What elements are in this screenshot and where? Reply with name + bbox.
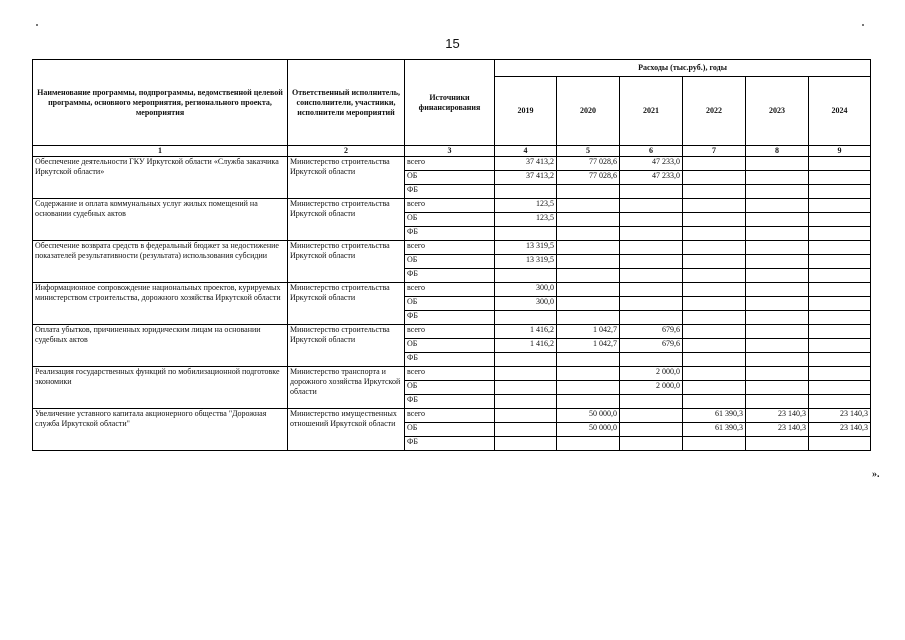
expense-value	[746, 339, 809, 353]
column-number: 5	[557, 146, 620, 157]
funding-source: ОБ	[405, 297, 495, 311]
executor-cell: Министерство строительства Иркутской области	[288, 283, 405, 325]
expense-value: 23 140,3	[809, 409, 871, 423]
expense-value: 2 000,0	[620, 367, 683, 381]
funding-source: ФБ	[405, 353, 495, 367]
expense-value: 50 000,0	[557, 409, 620, 423]
expense-value	[620, 423, 683, 437]
expense-value	[683, 311, 746, 325]
header-year: 2023	[746, 77, 809, 146]
expense-value	[557, 185, 620, 199]
column-number: 9	[809, 146, 871, 157]
scan-speck-right	[862, 24, 864, 26]
scan-speck-left	[36, 24, 38, 26]
expense-value: 1 416,2	[495, 325, 557, 339]
activity-name: Реализация государственных функций по мобилизационной подготовке экономики	[33, 367, 288, 409]
expense-value	[557, 381, 620, 395]
expense-value	[557, 437, 620, 451]
expense-value: 23 140,3	[746, 409, 809, 423]
expense-value	[809, 297, 871, 311]
executor-cell: Министерство транспорта и дорожного хозяйства Иркутской области	[288, 367, 405, 409]
expense-value	[809, 311, 871, 325]
expense-value	[746, 227, 809, 241]
expense-value: 50 000,0	[557, 423, 620, 437]
expense-value	[620, 227, 683, 241]
expense-value	[620, 311, 683, 325]
expense-value	[683, 353, 746, 367]
column-number: 4	[495, 146, 557, 157]
funding-source: ФБ	[405, 395, 495, 409]
table-body	[33, 157, 871, 451]
expense-value	[557, 255, 620, 269]
funding-source: всего	[405, 241, 495, 255]
activity-name: Содержание и оплата коммунальных услуг жилых помещений на основании судебных актов	[33, 199, 288, 241]
expense-value	[557, 367, 620, 381]
expense-value	[809, 199, 871, 213]
expense-value	[557, 269, 620, 283]
expense-value: 47 233,0	[620, 171, 683, 185]
expense-value	[809, 241, 871, 255]
expense-value: 47 233,0	[620, 157, 683, 171]
expense-value	[557, 227, 620, 241]
expense-value	[557, 199, 620, 213]
expense-value	[746, 213, 809, 227]
expense-value	[809, 171, 871, 185]
expense-value	[620, 283, 683, 297]
activity-name: Обеспечение деятельности ГКУ Иркутской области «Служба заказчика Иркутской области»	[33, 157, 288, 199]
expense-value	[683, 185, 746, 199]
expense-value	[746, 185, 809, 199]
funding-source: всего	[405, 157, 495, 171]
funding-source: ФБ	[405, 437, 495, 451]
column-number: 8	[746, 146, 809, 157]
expense-value: 77 028,6	[557, 157, 620, 171]
expense-value	[557, 213, 620, 227]
expense-value	[495, 227, 557, 241]
expense-value	[746, 395, 809, 409]
expense-value	[620, 269, 683, 283]
header-executor: Ответственный исполнитель, соисполнители, участники, исполнители мероприятий	[288, 60, 405, 146]
expense-value: 123,5	[495, 199, 557, 213]
executor-cell: Министерство строительства Иркутской области	[288, 241, 405, 283]
header-year: 2021	[620, 77, 683, 146]
expense-value: 300,0	[495, 297, 557, 311]
funding-source: ФБ	[405, 227, 495, 241]
executor-cell: Министерство строительства Иркутской области	[288, 157, 405, 199]
expense-value	[809, 185, 871, 199]
expense-value: 1 416,2	[495, 339, 557, 353]
expense-value	[557, 283, 620, 297]
expense-value	[746, 199, 809, 213]
expense-value	[620, 353, 683, 367]
expense-value	[620, 255, 683, 269]
activity-name: Информационное сопровождение национальных проектов, курируемых министерством строительства, дорожного хозяйства Иркутской области	[33, 283, 288, 325]
expense-value: 13 319,5	[495, 241, 557, 255]
expense-value	[746, 171, 809, 185]
executor-cell: Министерство строительства Иркутской области	[288, 199, 405, 241]
activity-name: Обеспечение возврата средств в федеральный бюджет за недостижение показателей результативности (результата) использования субсидии	[33, 241, 288, 283]
table-row	[33, 199, 871, 213]
funding-source: ОБ	[405, 423, 495, 437]
column-number: 3	[405, 146, 495, 157]
expense-value	[620, 409, 683, 423]
column-number: 2	[288, 146, 405, 157]
column-number: 6	[620, 146, 683, 157]
expense-value	[809, 255, 871, 269]
expense-value	[683, 395, 746, 409]
header-expenses: Расходы (тыс.руб.), годы	[495, 60, 871, 77]
expense-value	[683, 339, 746, 353]
expense-value	[683, 171, 746, 185]
expense-value	[809, 157, 871, 171]
expense-value: 2 000,0	[620, 381, 683, 395]
expense-value: 300,0	[495, 283, 557, 297]
executor-cell: Министерство имущественных отношений Иркутской области	[288, 409, 405, 451]
expense-value	[683, 199, 746, 213]
expense-value	[683, 157, 746, 171]
expense-value: 679,6	[620, 325, 683, 339]
funding-source: ОБ	[405, 255, 495, 269]
expense-value	[746, 311, 809, 325]
header-year: 2024	[809, 77, 871, 146]
expense-value: 1 042,7	[557, 339, 620, 353]
expense-value	[683, 227, 746, 241]
expense-value: 23 140,3	[809, 423, 871, 437]
funding-source: ФБ	[405, 311, 495, 325]
page-number: 15	[445, 36, 460, 51]
expense-value	[683, 255, 746, 269]
expense-value	[495, 409, 557, 423]
expense-value	[683, 367, 746, 381]
expense-value	[683, 297, 746, 311]
funding-source: всего	[405, 325, 495, 339]
funding-source: всего	[405, 199, 495, 213]
expense-value	[809, 367, 871, 381]
table-row	[33, 283, 871, 297]
expense-value	[620, 199, 683, 213]
funding-source: всего	[405, 409, 495, 423]
column-number: 1	[33, 146, 288, 157]
expense-value	[557, 395, 620, 409]
expense-value	[683, 269, 746, 283]
expense-value	[683, 241, 746, 255]
activity-name: Увеличение уставного капитала акционерного общества "Дорожная служба Иркутской области"	[33, 409, 288, 451]
expense-value	[557, 241, 620, 255]
funding-source: ОБ	[405, 171, 495, 185]
funding-source: ФБ	[405, 269, 495, 283]
expense-value	[809, 353, 871, 367]
expense-value	[809, 283, 871, 297]
expense-value: 679,6	[620, 339, 683, 353]
header-year: 2020	[557, 77, 620, 146]
expense-value	[495, 423, 557, 437]
expense-value	[746, 367, 809, 381]
table-row	[33, 241, 871, 255]
closing-quote: ».	[872, 469, 880, 480]
expense-value: 123,5	[495, 213, 557, 227]
activity-name: Оплата убытков, причиненных юридическим лицам на основании судебных актов	[33, 325, 288, 367]
expense-value: 23 140,3	[746, 423, 809, 437]
table-row	[33, 409, 871, 423]
header-year: 2022	[683, 77, 746, 146]
column-number: 7	[683, 146, 746, 157]
funding-source: всего	[405, 283, 495, 297]
expense-value	[495, 311, 557, 325]
expense-value	[746, 381, 809, 395]
expense-value: 1 042,7	[557, 325, 620, 339]
expense-value: 77 028,6	[557, 171, 620, 185]
expense-value	[809, 227, 871, 241]
budget-table	[32, 59, 871, 451]
funding-source: ФБ	[405, 185, 495, 199]
expense-value	[495, 367, 557, 381]
expense-value	[620, 213, 683, 227]
expense-value: 37 413,2	[495, 171, 557, 185]
expense-value	[746, 437, 809, 451]
expense-value	[683, 213, 746, 227]
expense-value	[683, 381, 746, 395]
expense-value	[620, 395, 683, 409]
expense-value	[809, 269, 871, 283]
expense-value	[809, 381, 871, 395]
funding-source: ОБ	[405, 339, 495, 353]
expense-value	[809, 395, 871, 409]
expense-value	[495, 437, 557, 451]
expense-value	[683, 437, 746, 451]
expense-value	[809, 437, 871, 451]
expense-value	[683, 325, 746, 339]
expense-value	[746, 255, 809, 269]
funding-source: ОБ	[405, 213, 495, 227]
funding-source: ОБ	[405, 381, 495, 395]
expense-value	[620, 185, 683, 199]
expense-value	[809, 339, 871, 353]
expense-value	[746, 241, 809, 255]
expense-value	[620, 241, 683, 255]
expense-value: 13 319,5	[495, 255, 557, 269]
expense-value	[683, 283, 746, 297]
header-source: Источники финансирования	[405, 60, 495, 146]
executor-cell: Министерство строительства Иркутской области	[288, 325, 405, 367]
table-row	[33, 367, 871, 381]
expense-value	[495, 353, 557, 367]
expense-value	[809, 213, 871, 227]
expense-value	[746, 157, 809, 171]
expense-value: 61 390,3	[683, 409, 746, 423]
expense-value	[746, 325, 809, 339]
table-row	[33, 157, 871, 171]
expense-value	[495, 269, 557, 283]
expense-value	[746, 269, 809, 283]
table-row	[33, 325, 871, 339]
expense-value: 61 390,3	[683, 423, 746, 437]
expense-value	[495, 185, 557, 199]
expense-value	[495, 381, 557, 395]
expense-value	[495, 395, 557, 409]
expense-value	[557, 353, 620, 367]
expense-value	[620, 297, 683, 311]
expense-value	[620, 437, 683, 451]
funding-source: всего	[405, 367, 495, 381]
expense-value	[746, 353, 809, 367]
expense-value	[746, 283, 809, 297]
expense-value	[557, 297, 620, 311]
expense-value: 37 413,2	[495, 157, 557, 171]
header-name: Наименование программы, подпрограммы, ведомственной целевой программы, основного мероприятия, регионального проекта, мероприятия	[33, 60, 288, 146]
expense-value	[809, 325, 871, 339]
header-year: 2019	[495, 77, 557, 146]
expense-value	[746, 297, 809, 311]
expense-value	[557, 311, 620, 325]
